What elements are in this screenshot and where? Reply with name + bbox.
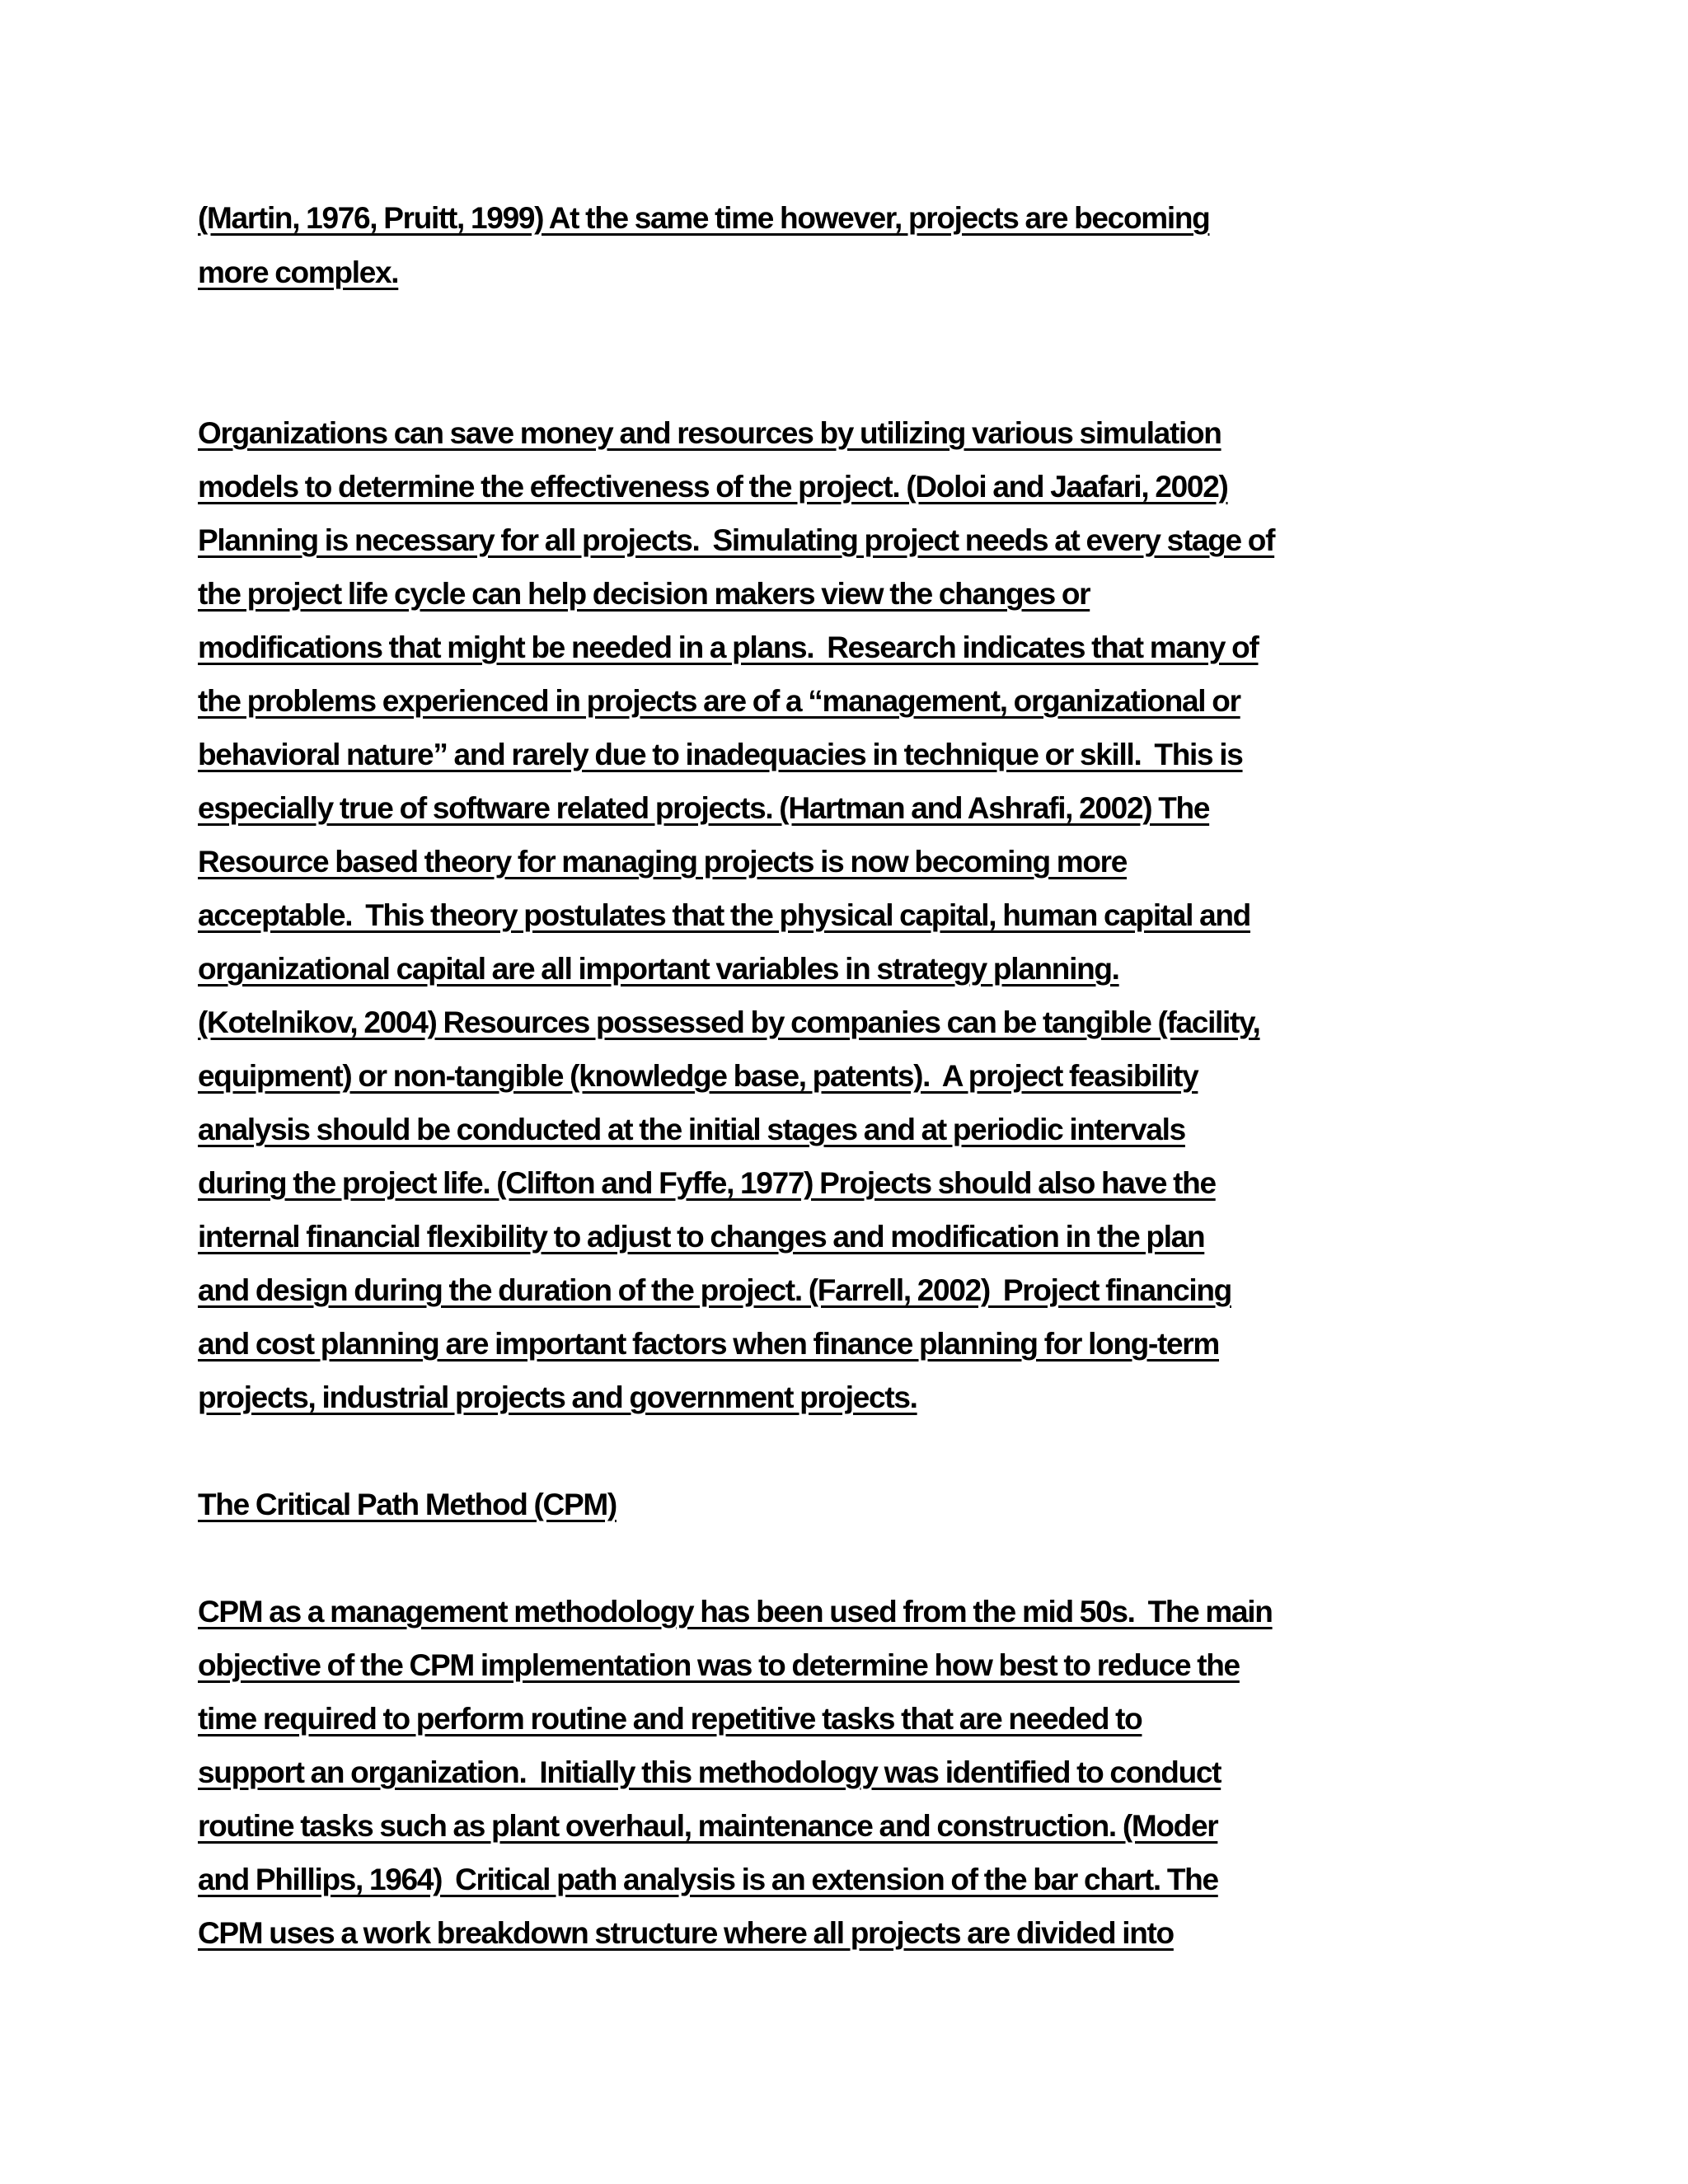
- paragraph1-line-10: acceptable. This theory postulates that the physical capital, human capital and: [198, 898, 1250, 932]
- paragraph1-line-14: analysis should be conducted at the initial stages and at periodic intervals: [198, 1113, 1185, 1146]
- paragraph1-line-19: projects, industrial projects and government projects.: [198, 1380, 917, 1414]
- paragraph2-line-5: routine tasks such as plant overhaul, maintenance and construction. (Moder: [198, 1809, 1218, 1843]
- paragraph2-line-3: time required to perform routine and repetitive tasks that are needed to: [198, 1702, 1142, 1736]
- paragraph1-line-2: models to determine the effectiveness of the project. (Doloi and Jaafari, 2002): [198, 470, 1228, 504]
- paragraph1-line-7: behavioral nature” and rarely due to inadequacies in technique or skill. This is: [198, 738, 1243, 771]
- paragraph1-line-11: organizational capital are all important variables in strategy planning.: [198, 952, 1119, 986]
- paragraph1-line-5: modifications that might be needed in a plans. Research indicates that many of: [198, 630, 1259, 664]
- paragraph1-line-18: and cost planning are important factors when finance planning for long-term: [198, 1327, 1219, 1361]
- intro-line-1: (Martin, 1976, Pruitt, 1999) At the same time however, projects are becoming: [198, 201, 1210, 235]
- paragraph1-line-17: and design during the duration of the project. (Farrell, 2002) Project financing: [198, 1273, 1231, 1307]
- paragraph1-line-8: especially true of software related projects. (Hartman and Ashrafi, 2002) The: [198, 791, 1210, 825]
- paragraph2-line-2: objective of the CPM implementation was to determine how best to reduce the: [198, 1648, 1240, 1682]
- paragraph2-line-6: and Phillips, 1964) Critical path analysis is an extension of the bar chart. The: [198, 1863, 1218, 1896]
- paragraph2-line-1: CPM as a management methodology has been used from the mid 50s. The main: [198, 1595, 1273, 1629]
- paragraph1-line-16: internal financial flexibility to adjust to changes and modification in the plan: [198, 1220, 1205, 1254]
- paragraph1-line-4: the project life cycle can help decision makers view the changes or: [198, 577, 1090, 611]
- paragraph1-line-15: during the project life. (Clifton and Fyffe, 1977) Projects should also have the: [198, 1166, 1216, 1200]
- paragraph2-line-7: CPM uses a work breakdown structure where all projects are divided into: [198, 1916, 1174, 1950]
- paragraph1-line-13: equipment) or non-tangible (knowledge base, patents). A project feasibility: [198, 1059, 1198, 1093]
- intro-line-2: more complex.: [198, 255, 399, 289]
- paragraph2-line-4: support an organization. Initially this methodology was identified to conduct: [198, 1755, 1221, 1789]
- paragraph1-line-9: Resource based theory for managing projects is now becoming more: [198, 845, 1128, 879]
- section-heading: The Critical Path Method (CPM): [198, 1488, 617, 1521]
- paragraph1-line-12: (Kotelnikov, 2004) Resources possessed by companies can be tangible (facility,: [198, 1005, 1260, 1039]
- paragraph1-line-1: Organizations can save money and resources by utilizing various simulation: [198, 416, 1221, 450]
- paragraph1-line-3: Planning is necessary for all projects. Simulating project needs at every stage of: [198, 523, 1275, 557]
- paragraph1-line-6: the problems experienced in projects are of a “management, organizational or: [198, 684, 1240, 718]
